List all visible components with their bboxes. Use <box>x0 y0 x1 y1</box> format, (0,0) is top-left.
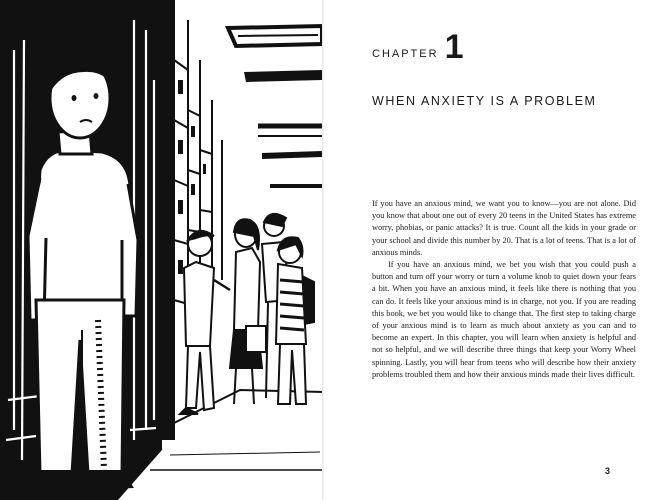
page-number: 3 <box>605 466 611 476</box>
text-page <box>324 0 647 500</box>
chapter-heading <box>372 30 463 64</box>
chapter-label: CHAPTER <box>372 48 439 60</box>
paragraph: If you have an anxious mind, we want you to know—you are not alone. Did you know that about one out of every 20 teens in the United States has extreme worry, phobias, or panic attacks? It is true. Count all the kids in your grade or your school and divide this number by 20. That is a lot of teens. That is a lot of anxious minds. <box>372 199 636 257</box>
chapter-number: 1 <box>444 28 464 66</box>
chapter-title: WHEN ANXIETY IS A PROBLEM <box>372 94 597 108</box>
body-text <box>372 198 636 381</box>
paragraph: If you have an anxious mind, we bet you wish that you could push a button and turn off your worry or turn a volume knob to quiet down your fears a bit. When you have an anxious mind, it feels like there is nothing that you can do. It feels like your anxious mind is in charge, not you. If you are reading this book, we bet you would like to change that. The first step to taking charge of your anxious mind is to learn as much about anxiety as you can and to become an expert. In this chapter, you will learn when anxiety is helpful and not so helpful, and we will describe three things that keep your Worry Wheel spinning. Lastly, you will hear from teens who will describe how their anxiety problems troubled them and how their anxious minds made their lives difficult. <box>372 260 636 379</box>
